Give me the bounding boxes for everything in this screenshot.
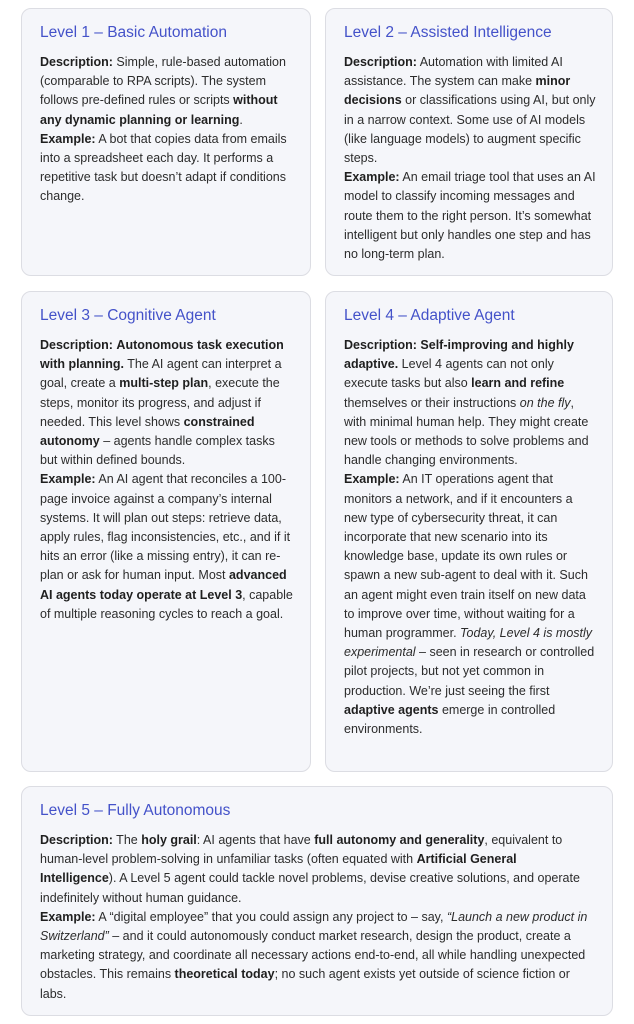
level-3-card bbox=[21, 291, 311, 772]
text-run: themselves or their instructions bbox=[344, 395, 520, 410]
example-label: Example: bbox=[344, 472, 400, 487]
text-run: , with minimal human help. They might create new tools or methods to solve problems and handle changing environments. bbox=[344, 395, 589, 468]
text-run: or classifications using AI, but only in a narrow context. Some use of AI models (like language models) to augment specific steps. bbox=[344, 93, 596, 166]
card-example bbox=[344, 470, 596, 739]
example-label: Example: bbox=[40, 131, 96, 146]
card-example bbox=[40, 908, 596, 1004]
card-description bbox=[40, 336, 294, 470]
text-run: – agents handle complex tasks but within defined bounds. bbox=[40, 434, 275, 468]
card-example bbox=[40, 130, 294, 207]
card-description bbox=[344, 336, 596, 470]
bold-text: constrained autonomy bbox=[40, 414, 255, 449]
bold-text: Artificial General Intelligence bbox=[40, 852, 517, 886]
text-run: Simple, rule-based automation (comparable to RPA scripts). The system follows pre-defined rules or scripts bbox=[40, 55, 286, 108]
bold-text: learn and refine bbox=[471, 376, 565, 391]
card-title: Level 2 – Assisted Intelligence bbox=[344, 24, 552, 41]
description-label: Description: bbox=[40, 338, 113, 352]
text-run: An IT operations agent that monitors a network, and if it encounters a new type of cybersecurity threat, it can incorporate that new scenario into its knowledge base, update its own rules or spawn a new sub-agent to deal with it. Such an agent might even train itself on new data to improve over time, without waiting for a human programmer. bbox=[344, 472, 588, 641]
bold-text: theoretical today bbox=[174, 967, 275, 982]
text-run: , execute the steps, monitor its progress, and adjust if needed. This level shows bbox=[40, 376, 280, 429]
text-run: The AI agent can interpret a goal, create a bbox=[40, 357, 282, 391]
bold-text: minor decisions bbox=[344, 74, 571, 108]
example-label: Example: bbox=[40, 909, 96, 924]
bold-text: without any dynamic planning or learning bbox=[40, 93, 278, 127]
bold-text: full autonomy and generality bbox=[314, 833, 485, 847]
text-run: The bbox=[112, 833, 142, 847]
level-5-card bbox=[21, 786, 613, 1016]
text-run: , capable of multiple reasoning cycles to reach a goal. bbox=[40, 587, 293, 621]
text-run: – seen in research or controlled pilot projects, but not yet common in production. We’re just seeing the first bbox=[344, 645, 595, 698]
text-run: Level 4 agents can not only execute tasks but also bbox=[344, 357, 554, 391]
text-run: – and it could autonomously conduct market research, design the product, create a marketing strategy, and coordinate all necessary actions end-to-end, all while handling unexpected obstacles. This remains bbox=[40, 929, 586, 982]
card-title: Level 5 – Fully Autonomous bbox=[40, 802, 231, 819]
text-run: An email triage tool that uses an AI model to classify incoming messages and route them to the right person. It’s somewhat intelligent but only handles one step and has no long-term plan. bbox=[344, 170, 596, 262]
card-title: Level 1 – Basic Automation bbox=[40, 24, 227, 41]
italic-text: “Launch a new product in Switzerland” bbox=[40, 909, 588, 944]
card-description bbox=[344, 53, 596, 168]
description-label: Description: bbox=[40, 833, 113, 847]
text-run: ). A Level 5 agent could tackle novel problems, devise creative solutions, and operate indefinitely without human guidance. bbox=[40, 871, 580, 905]
example-label: Example: bbox=[40, 472, 96, 487]
card-title: Level 3 – Cognitive Agent bbox=[40, 307, 216, 324]
text-run: Automation with limited AI assistance. The system can make bbox=[344, 55, 563, 89]
italic-text: Today, Level 4 is mostly experimental bbox=[344, 626, 593, 660]
bold-text: multi-step plan bbox=[119, 376, 209, 391]
description-label: Description: bbox=[40, 55, 113, 69]
card-example bbox=[40, 470, 294, 624]
level-1-card bbox=[21, 8, 311, 276]
text-run: A bot that copies data from emails into a spreadsheet each day. It performs a repetitive task but doesn’t adapt if conditions change. bbox=[40, 131, 287, 204]
text-run: A “digital employee” that you could assign any project to – say, bbox=[95, 909, 447, 924]
card-title: Level 4 – Adaptive Agent bbox=[344, 307, 515, 324]
card-description bbox=[40, 831, 596, 908]
text-run: . bbox=[239, 112, 243, 127]
level-4-card bbox=[325, 291, 613, 772]
text-run: ; no such agent exists yet outside of science fiction or labs. bbox=[40, 967, 570, 1001]
description-label: Description: bbox=[344, 55, 417, 69]
example-label: Example: bbox=[344, 170, 400, 185]
text-run: An AI agent that reconciles a 100-page invoice against a company’s internal systems. It will plan out steps: retrieve data, apply rules, flag inconsistencies, etc., and if it hits an error (like a missing entry), it can re-plan or ask for human input. Most bbox=[40, 472, 291, 583]
bold-text: Self-improving and highly adaptive. bbox=[344, 338, 574, 372]
text-run: : AI agents that have bbox=[196, 833, 315, 847]
level-2-card bbox=[325, 8, 613, 276]
description-label: Description: bbox=[344, 338, 417, 352]
bold-text: holy grail bbox=[141, 833, 197, 847]
bold-text: advanced AI agents today operate at Level 3 bbox=[40, 568, 287, 602]
italic-text: on the fly bbox=[519, 395, 571, 410]
text-run: , equivalent to human-level problem-solving in unfamiliar tasks (often equated with bbox=[40, 833, 563, 867]
card-example bbox=[344, 168, 596, 264]
text-run: emerge in controlled environments. bbox=[344, 702, 556, 737]
card-description bbox=[40, 53, 294, 130]
bold-text: Autonomous task execution with planning. bbox=[40, 338, 284, 372]
bold-text: adaptive agents bbox=[344, 702, 439, 717]
